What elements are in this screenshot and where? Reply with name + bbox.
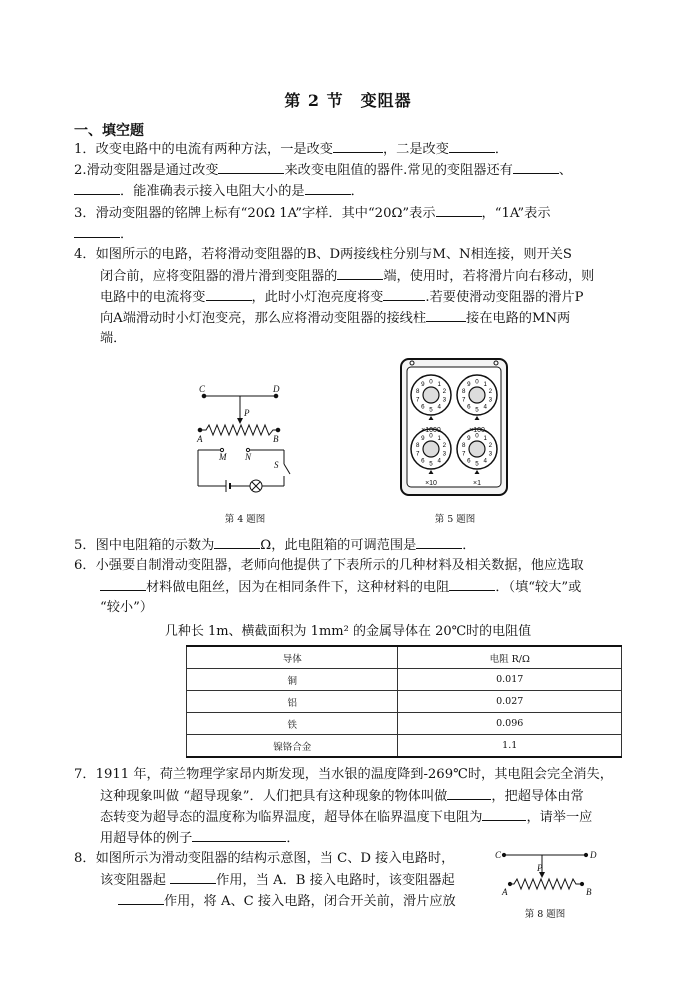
- dial-digit: 7: [461, 450, 466, 458]
- answer-blank[interactable]: [118, 891, 164, 905]
- question-8: 8．如图所示为滑动变阻器的结构示意图，当 C、D 接入电路时，: [74, 851, 455, 866]
- dial-digit: 1: [483, 435, 487, 442]
- dial-digit: 1: [437, 381, 441, 388]
- dial-digit: 2: [442, 388, 447, 395]
- label-d: D: [590, 850, 597, 860]
- q4-text: 电路中的电流将变: [100, 290, 206, 305]
- q4-text: 端，使用时，若将滑片向右移动，则: [383, 269, 595, 284]
- dial-digit: 0: [429, 432, 433, 440]
- table-cell: 镍铬合金: [187, 735, 398, 758]
- table-row: [187, 669, 622, 691]
- question-4-line5: 端．: [100, 331, 127, 346]
- dial-digit: 8: [461, 388, 466, 395]
- page-title: 第 2 节 变阻器: [284, 91, 412, 110]
- terminal-c: [502, 853, 505, 856]
- label-m: M: [219, 452, 227, 462]
- label-x1000: ×1000: [421, 427, 441, 434]
- dial-digit: 2: [442, 442, 447, 449]
- q7-text: ，请举一应: [526, 810, 593, 825]
- dial-digit: 1: [483, 381, 487, 388]
- table-cell: 铝: [187, 691, 398, 713]
- label-a: A: [502, 887, 508, 897]
- dial-digit: 6: [421, 403, 425, 411]
- q7-text: ，把超导体由常: [491, 789, 584, 804]
- resistance-table: [186, 645, 622, 758]
- q4-text: .若要使滑动变阻器的滑片P: [425, 290, 584, 305]
- table-caption: 几种长 1m、横截面积为 1mm² 的金属导体在 20℃时的电阻值: [164, 624, 532, 639]
- table-row: [187, 735, 622, 758]
- q2-text: 来改变电阻值的器件.常见的变阻器还有: [284, 163, 513, 178]
- table-cell: 铁: [187, 713, 398, 735]
- dial-digit: 4: [437, 403, 441, 411]
- q3-text: ．: [120, 227, 134, 242]
- question-7-line2: [100, 786, 584, 807]
- resistor-coil: [200, 425, 278, 435]
- figure-4-circuit: [190, 378, 310, 498]
- question-2-cont: [74, 181, 364, 202]
- figure-8-caption: 第 8 题图: [524, 909, 566, 920]
- dial-digit: 3: [442, 396, 447, 404]
- table-header-cell: 电阻 R/Ω: [398, 646, 622, 669]
- table-cell: 0.096: [398, 713, 622, 735]
- figure-5-caption: 第 5 题图: [434, 514, 476, 525]
- terminal-b: [276, 428, 280, 432]
- resistor-coil: [510, 879, 582, 889]
- label-a: A: [197, 434, 203, 444]
- dial-digit: 8: [415, 388, 420, 395]
- q4-text: 接在电路的MN两: [466, 311, 571, 326]
- label-c: C: [199, 384, 206, 394]
- dial-digit: 2: [488, 388, 493, 395]
- answer-blank[interactable]: [416, 535, 462, 549]
- terminal-a: [198, 428, 202, 432]
- question-3: [74, 203, 551, 224]
- dial-digit: 9: [421, 381, 425, 388]
- figure-5-resistance-box: [400, 358, 508, 496]
- terminal-a: [508, 882, 511, 885]
- q8-text: 作用，当 A．B 接入电路时，该变阻器起: [216, 873, 455, 888]
- label-x1: ×1: [473, 480, 481, 487]
- answer-blank[interactable]: [305, 181, 351, 195]
- dial-digit: 9: [421, 435, 425, 442]
- table-cell: 0.027: [398, 691, 622, 713]
- dial-digit: 5: [429, 460, 433, 468]
- dial-digit: 3: [442, 450, 447, 458]
- question-4-line3: [100, 287, 584, 308]
- switch-s: [284, 464, 290, 474]
- q4-text: ，此时小灯泡亮度将变: [251, 290, 384, 305]
- question-4-line2: [100, 266, 594, 287]
- answer-blank[interactable]: [449, 139, 495, 153]
- dial-digit: 5: [475, 460, 479, 468]
- table-cell: 1.1: [398, 735, 622, 758]
- question-7-line3: [100, 807, 592, 828]
- answer-blank[interactable]: [100, 577, 146, 591]
- table-header-cell: 导体: [187, 646, 398, 669]
- dial-digit: 9: [467, 381, 471, 388]
- q1-text: ．: [494, 142, 509, 157]
- answer-blank[interactable]: [426, 308, 466, 322]
- q2-text: ．: [350, 184, 364, 199]
- terminal-right: [494, 361, 498, 365]
- terminal-d: [584, 853, 587, 856]
- terminal-c: [202, 394, 206, 398]
- question-8-line3: [118, 891, 456, 912]
- dial-digit: 8: [415, 442, 420, 449]
- q5-text: Ω，此电阻箱的可调范围是: [260, 538, 417, 553]
- q7-text: 态转变为超导态的温度称为临界温度，超导体在临界温度下电阻为: [100, 810, 483, 825]
- label-d: D: [273, 384, 280, 394]
- answer-blank[interactable]: [214, 535, 260, 549]
- answer-blank[interactable]: [513, 160, 559, 174]
- dial-digit: 3: [488, 450, 493, 458]
- dial-digit: 7: [415, 396, 420, 404]
- question-4: 4．如图所示的电路，若将滑动变阻器的B、D两接线柱分别与M、N相连接，则开关S: [74, 247, 572, 262]
- label-x100: ×100: [469, 427, 485, 434]
- q2-text: 、: [558, 163, 573, 178]
- terminal-left: [410, 361, 414, 365]
- label-n: N: [245, 452, 252, 462]
- section-heading: 一、填空题: [74, 123, 144, 139]
- q1-text: 1．改变电路中的电流有两种方法，一是改变: [74, 142, 333, 157]
- q3-text: 3．滑动变阻器的铭牌上标有“20Ω 1A”字样．其中“20Ω”表示: [74, 206, 436, 221]
- figure-8-rheostat: [494, 846, 606, 898]
- question-8-line2: [100, 870, 455, 891]
- question-4-line4: [100, 308, 570, 329]
- dial-digit: 0: [429, 378, 433, 386]
- q8-text: 作用，将 A、C 接入电路，闭合开关前，滑片应放: [164, 894, 456, 909]
- dial-knob[interactable]: [423, 387, 439, 403]
- dial-digit: 1: [437, 435, 441, 442]
- terminal-b: [580, 882, 583, 885]
- label-s: S: [274, 460, 279, 470]
- q7-text: 用超导体的例子: [100, 831, 193, 846]
- dial-digit: 6: [467, 403, 471, 411]
- table-header-row: [187, 646, 622, 669]
- dial-knob[interactable]: [469, 387, 485, 403]
- dial-digit: 4: [437, 457, 441, 465]
- dial-digit: 7: [461, 396, 466, 404]
- answer-blank[interactable]: [337, 266, 383, 280]
- q4-text: 向A端滑动时小灯泡变亮，那么应将滑动变阻器的接线柱: [100, 311, 427, 326]
- q5-text: 5．图中电阻箱的示数为: [74, 538, 215, 553]
- answer-blank[interactable]: [74, 181, 120, 195]
- dial-digit: 6: [421, 457, 425, 465]
- label-x10: ×10: [425, 480, 437, 487]
- dial-knob[interactable]: [423, 441, 439, 457]
- table-cell: 0.017: [398, 669, 622, 691]
- table-row: [187, 713, 622, 735]
- dial-digit: 0: [475, 378, 479, 386]
- q7-text: 这种现象叫做 “超导现象”．人们把具有这种现象的物体叫做: [100, 789, 448, 804]
- dial-digit: 8: [461, 442, 466, 449]
- dial-digit: 9: [467, 435, 471, 442]
- q6-text: ．（填“较大”或: [495, 580, 582, 595]
- question-7-line4: [100, 828, 300, 849]
- q6-text: 材料做电阻丝，因为在相同条件下，这种材料的电阻: [146, 580, 450, 595]
- q5-text: ．: [462, 538, 476, 553]
- question-6-line2: [100, 577, 581, 598]
- label-p: P: [244, 408, 250, 418]
- q8-text: 该变阻器起: [100, 873, 171, 888]
- answer-blank[interactable]: [482, 807, 526, 821]
- dial-digit: 0: [475, 432, 479, 440]
- q7-text: ．: [286, 831, 300, 846]
- slider-pointer: [237, 418, 243, 424]
- dial-digit: 5: [429, 406, 433, 414]
- dial-knob[interactable]: [469, 441, 485, 457]
- answer-blank[interactable]: [170, 870, 216, 884]
- label-b: B: [273, 434, 279, 444]
- question-6: 6．小强要自制滑动变阻器，老师向他提供了下表所示的几种材料及相关数据，他应选取: [74, 558, 584, 573]
- figure-4-caption: 第 4 题图: [224, 514, 266, 525]
- dial-digit: 5: [475, 406, 479, 414]
- dial-digit: 3: [488, 396, 493, 404]
- terminal-d: [274, 394, 278, 398]
- question-1: [74, 139, 508, 160]
- label-c: C: [495, 850, 502, 860]
- label-p: P: [537, 863, 543, 873]
- question-2: [74, 160, 572, 181]
- question-7: 7．1911 年，荷兰物理学家昂内斯发现，当水银的温度降到-269℃时，其电阻会完全消失，: [74, 767, 613, 782]
- answer-blank[interactable]: [206, 287, 252, 301]
- answer-blank[interactable]: [436, 203, 482, 217]
- q3-text: ，“1A”表示: [481, 206, 551, 221]
- answer-blank[interactable]: [74, 224, 120, 238]
- dial-digit: 2: [488, 442, 493, 449]
- q2-text: 2.滑动变阻器是通过改变: [74, 163, 219, 178]
- question-6-line3: “较小”）: [100, 600, 154, 615]
- dial-digit: 7: [415, 450, 420, 458]
- answer-blank[interactable]: [449, 577, 495, 591]
- q2-text: ．能准确表示接入电阻大小的是: [120, 184, 305, 199]
- dial-digit: 4: [483, 457, 487, 465]
- dial-digit: 6: [467, 457, 471, 465]
- table-row: [187, 691, 622, 713]
- table-cell: 铜: [187, 669, 398, 691]
- q4-text: 闭合前，应将变阻器的滑片滑到变阻器的: [100, 269, 338, 284]
- answer-blank[interactable]: [447, 786, 491, 800]
- answer-blank[interactable]: [218, 160, 284, 174]
- question-3-cont: [74, 224, 133, 245]
- label-b: B: [586, 887, 592, 897]
- answer-blank[interactable]: [383, 287, 425, 301]
- question-5: [74, 535, 475, 556]
- answer-blank[interactable]: [192, 828, 286, 842]
- dial-digit: 4: [483, 403, 487, 411]
- answer-blank[interactable]: [333, 139, 383, 153]
- q1-text: ，二是改变: [382, 142, 449, 157]
